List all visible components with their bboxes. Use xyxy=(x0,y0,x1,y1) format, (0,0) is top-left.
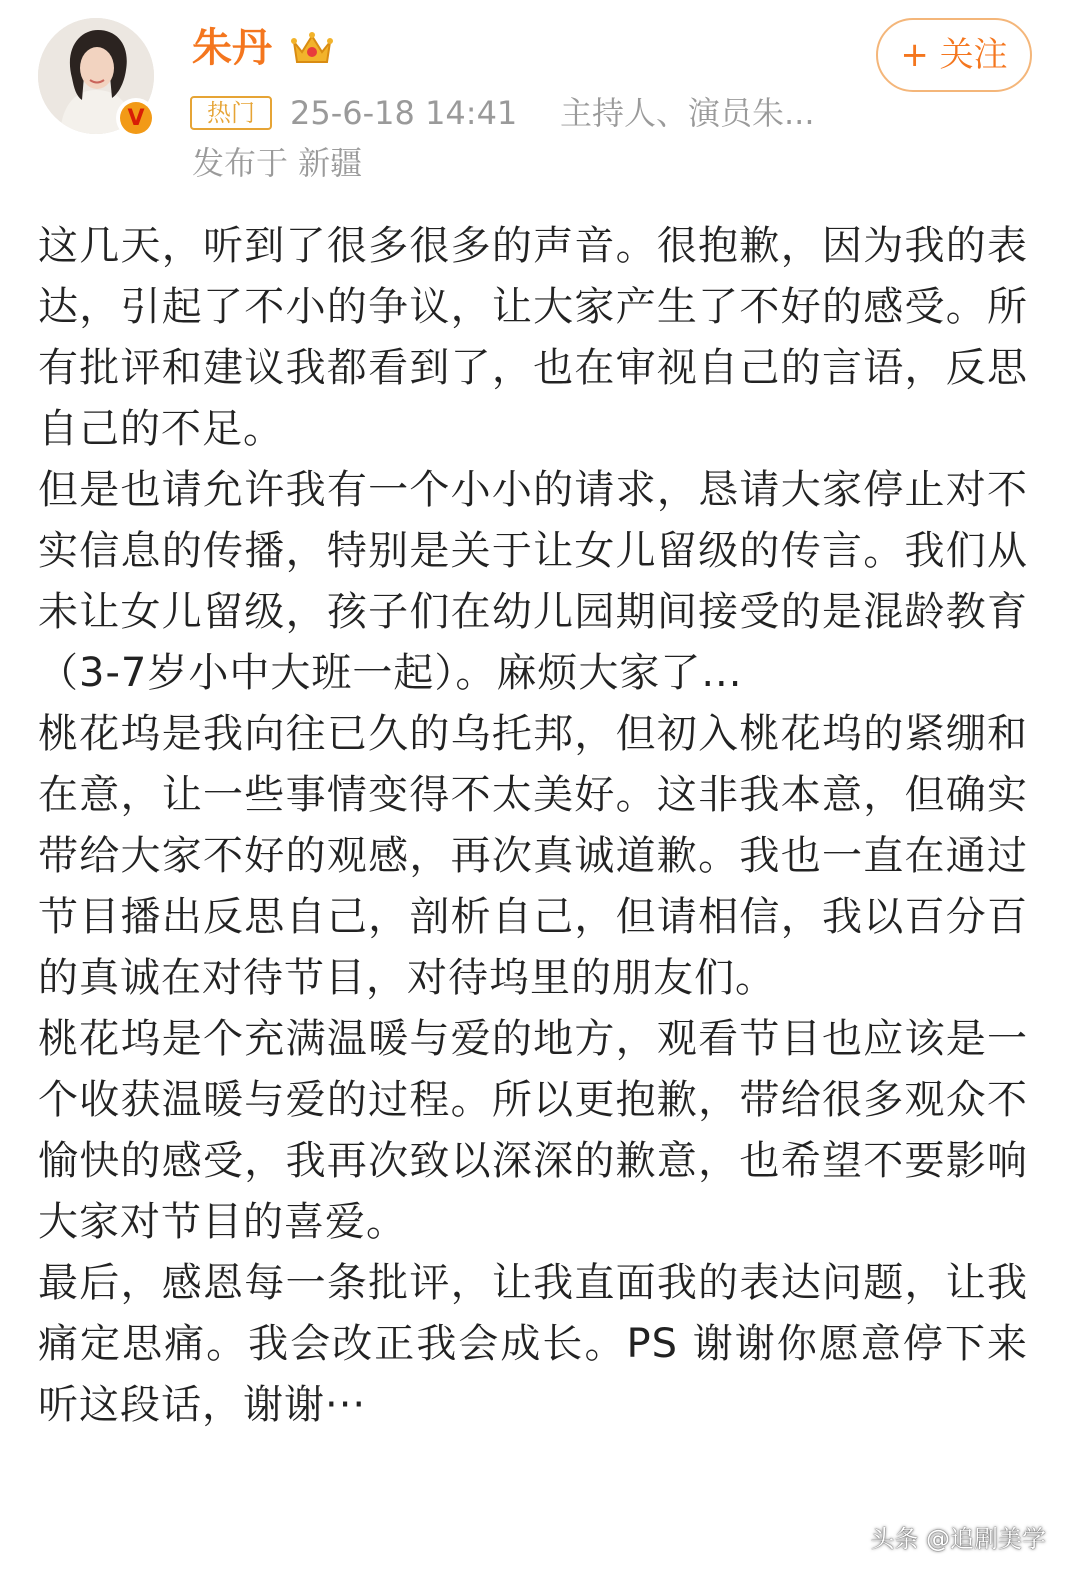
post-paragraph: 最后，感恩每一条批评，让我直面我的表达问题，让我痛定思痛。我会改正我会成长。PS 谢谢你愿意停下来听这段话，谢谢··· xyxy=(38,1260,1028,1428)
post-paragraph: 但是也请允许我有一个小小的请求，恳请大家停止对不实信息的传播，特别是关于让女儿留级的传言。我们从未让女儿留级，孩子们在幼儿园期间接受的是混龄教育（3-7岁小中大班一起）。麻烦大家了... xyxy=(38,467,1028,696)
post-content xyxy=(38,216,1028,1436)
post-paragraph: 桃花坞是个充满温暖与爱的地方，观看节目也应该是一个收获温暖与爱的过程。所以更抱歉，带给很多观众不愉快的感受，我再次致以深深的歉意，也希望不要影响大家对节目的喜爱。 xyxy=(38,1016,1028,1245)
username[interactable]: 朱丹 xyxy=(192,25,272,71)
crown-icon xyxy=(290,28,334,68)
profile-description[interactable]: 主持人、演员朱... xyxy=(560,94,815,132)
follow-button[interactable]: + 关注 xyxy=(876,18,1032,92)
post-paragraph: 桃花坞是我向往已久的乌托邦，但初入桃花坞的紧绷和在意，让一些事情变得不太美好。这非我本意，但确实带给大家不好的观感，再次真诚道歉。我也一直在通过节目播出反思自己，剖析自己，但请相信，我以百分百的真诚在对待节目，对待坞里的朋友们。 xyxy=(38,711,1028,1001)
hot-badge: 热门 xyxy=(190,96,272,130)
post-location: 发布于 新疆 xyxy=(192,144,363,182)
post-header xyxy=(0,0,1080,200)
watermark: 头条 @追剧美学 xyxy=(870,1525,1046,1553)
verified-icon: V xyxy=(116,98,156,138)
post-timestamp: 25-6-18 14:41 xyxy=(290,94,518,132)
post-paragraph: 这几天，听到了很多很多的声音。很抱歉，因为我的表达，引起了不小的争议，让大家产生了不好的感受。所有批评和建议我都看到了，也在审视自己的言语，反思自己的不足。 xyxy=(38,223,1028,452)
